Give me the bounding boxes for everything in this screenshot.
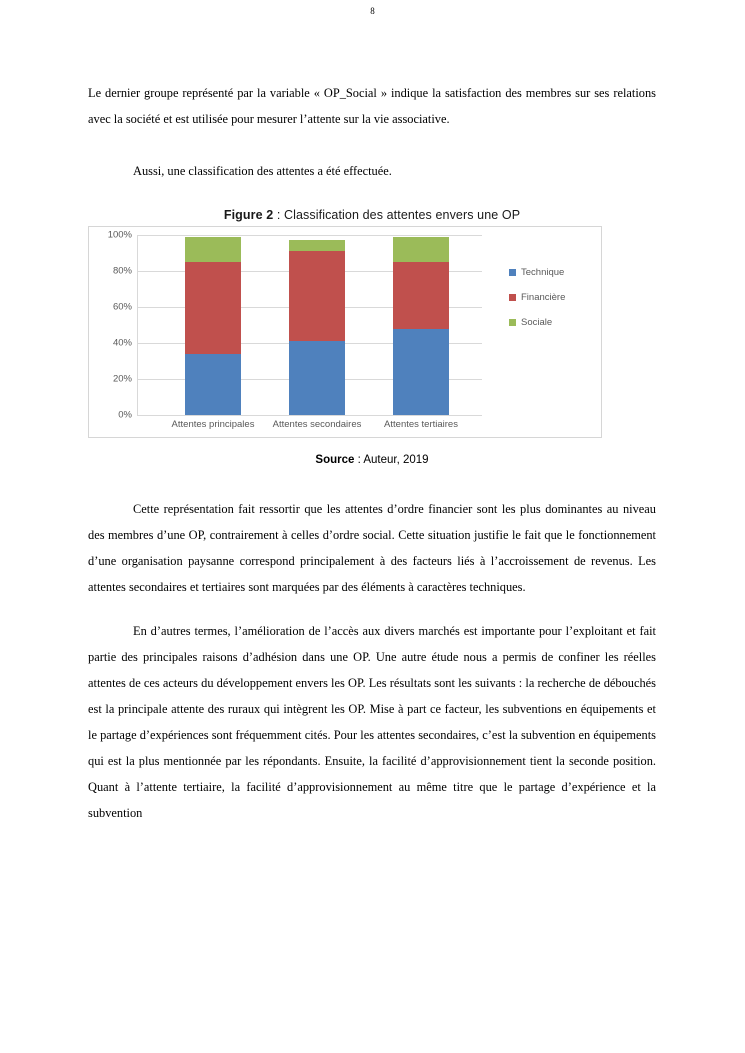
bar-segment-sociale [289,240,345,251]
source-text: : Auteur, 2019 [354,454,429,466]
legend-swatch-icon [509,269,516,276]
legend-label-technique: Technique [521,267,565,278]
bar-segment-sociale [393,237,449,262]
chart-x-axis-labels [137,419,482,435]
legend-label-sociale: Sociale [521,317,553,328]
figure-caption: : Classification des attentes envers une OP [273,208,521,222]
gridline-0 [118,409,482,421]
legend-item-sociale [509,317,565,328]
xlabel-attentes-secondaires: Attentes secondaires [272,419,362,430]
xlabel-attentes-principales: Attentes principales [171,419,255,430]
bar-segment-sociale [185,237,241,262]
ytick-label-20: 20% [112,373,132,385]
page-number: 8 [370,6,375,16]
ytick-label-40: 40% [112,337,132,349]
figure-title [88,208,656,222]
bar-segment-financiere [185,262,241,354]
legend-item-technique [509,267,565,278]
paragraph-1: Le dernier groupe représenté par la variable « OP_Social » indique la satisfaction des membres sur ses relations avec la société et est utilisée pour mesurer l’attente sur la vie associative. [88,86,656,126]
figure-label: Figure 2 [223,208,274,222]
paragraph-4: En d’autres termes, l’amélioration de l’accès aux divers marchés est importante pour l’exploitant et fait partie des principales raisons d’adhésion dans une OP. Une autre étude nous a permis de confiner les réelles attentes de ces acteurs du développement envers les OP. Les résultats sont les suivants : la recherche de débouchés est la principale attente des ruraux qui intègrent les OP. Mise à part ce facteur, les subventions en équipements et le partage d’expériences sont fréquemment cités. Pour les attentes secondaires, c’est la subvention en équipements qui est la plus mentionnée par les répondants. Ensuite, la facilité d’approvisionnement tient la seconde position. Quant à l’attente tertiaire, la facilité d’approvisionnement au même titre que le partage d’expérience et la subvention [88,624,656,820]
bar-segment-technique [393,329,449,415]
bar-segment-technique [185,354,241,415]
chart-container [88,226,602,438]
ytick-label-0: 0% [118,409,132,421]
ytick-label-100: 100% [107,229,132,241]
chart-legend [509,267,565,342]
paragraph-3: Cette représentation fait ressortir que les attentes d’ordre financier sont les plus dominantes au niveau des membres d’une OP, contrairement à celles d’ordre social. Cette situation justifie le fait que le fonctionnement d’une organisation paysanne correspond principalement à des facteurs liés à l’accroissement de revenus. Les attentes secondaires et tertiaires sont marquées par des éléments à caractères techniques. [88,502,656,594]
bar-segment-financiere [289,251,345,341]
legend-swatch-icon [509,294,516,301]
bar-segment-financiere [393,262,449,329]
xlabel-attentes-tertiaires: Attentes tertiaires [384,419,458,430]
legend-label-financiere: Financière [521,292,566,303]
chart-plot-area [107,229,482,421]
paragraph-2: Aussi, une classification des attentes a été effectuée. [133,164,392,178]
ytick-label-60: 60% [112,301,132,313]
ytick-label-80: 80% [112,265,132,277]
legend-item-financiere [509,292,565,303]
chart-bars [137,235,482,415]
figure-2 [88,208,656,466]
legend-swatch-icon [509,319,516,326]
source-label: Source [315,454,355,466]
page-content [88,80,656,826]
bar-segment-technique [289,341,345,415]
figure-source [88,454,656,466]
